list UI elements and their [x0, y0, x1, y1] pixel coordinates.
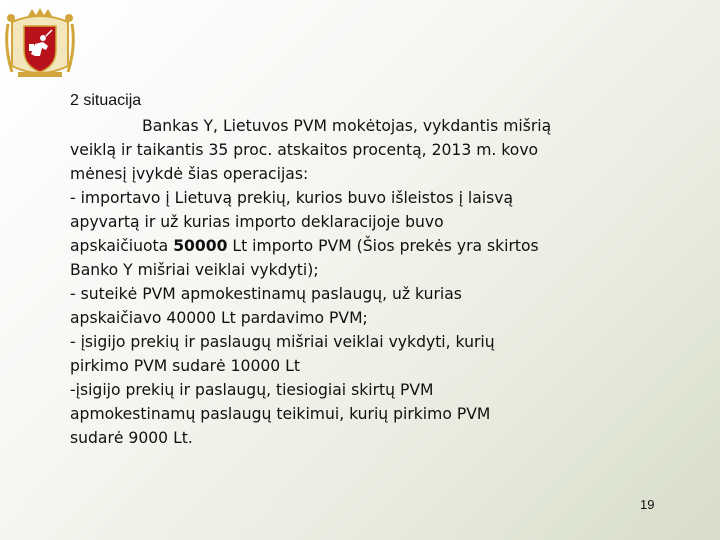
body-line: mėnesį įvykdė šias operacijas: [70, 165, 309, 183]
bold-amount: 50000 [173, 237, 228, 255]
body-line: Bankas Y, Lietuvos PVM mokėtojas, vykdantis mišrią [142, 117, 552, 135]
body-line: - importavo į Lietuvą prekių, kurios buvo išleistos į laisvą [70, 189, 514, 207]
coat-of-arms-icon [2, 6, 78, 82]
body-line: - suteikė PVM apmokestinamų paslaugų, už kurias [70, 285, 462, 303]
body-line-with-bold-amount [70, 234, 690, 258]
body-line: apmokestinamų paslaugų teikimui, kurių pirkimo PVM [70, 405, 491, 423]
body-line: -įsigijo prekių ir paslaugų, tiesiogiai skirtų PVM [70, 381, 434, 399]
body-line: apyvartą ir už kurias importo deklaracijoje buvo [70, 213, 444, 231]
body-line: Banko Y mišriai veiklai vykdyti); [70, 261, 319, 279]
body-line: - įsigijo prekių ir paslaugų mišriai veiklai vykdyti, kurių [70, 333, 495, 351]
slide-heading: 2 situacija [70, 92, 142, 109]
body-line-part: Lt importo PVM (Šios prekės yra skirtos [227, 237, 539, 255]
page-number: 19 [640, 497, 655, 512]
body-line: pirkimo PVM sudarė 10000 Lt [70, 357, 300, 375]
body-line-part: apskaičiuota [70, 237, 174, 255]
slide-body-text [70, 114, 690, 450]
body-line: veiklą ir taikantis 35 proc. atskaitos procentą, 2013 m. kovo [70, 141, 539, 159]
body-line: sudarė 9000 Lt. [70, 429, 193, 447]
body-line: apskaičiavo 40000 Lt pardavimo PVM; [70, 309, 368, 327]
